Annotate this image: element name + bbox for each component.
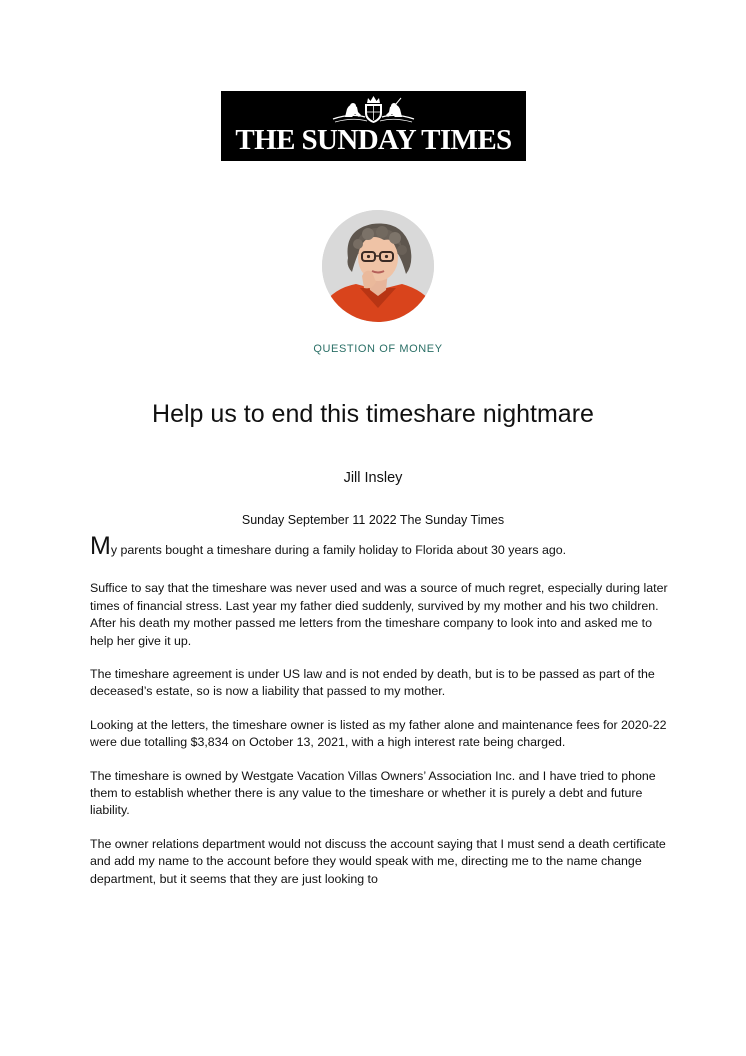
author-portrait [322,210,434,322]
author-avatar [322,210,434,322]
article-headline: Help us to end this timeshare nightmare [152,400,594,428]
article-paragraph: Suffice to say that the timeshare was never used and was a source of much regret, especially during later times of financial stress. Last year my father died suddenly, survived by my mother and his two children. After his death my mother passed me letters from the timeshare company to look into and asked me to help her give it up. [90,581,668,648]
masthead-title: THE SUNDAY TIMES [235,124,512,156]
column-label: QUESTION OF MONEY [313,343,443,355]
author-name: Jill Insley [343,470,403,486]
masthead-logo[interactable] [221,91,526,161]
first-paragraph-text: y parents bought a timeshare during a family holiday to Florida about 30 years ago. [110,543,567,557]
article-body [90,532,670,904]
publication-dateline: Sunday September 11 2022 The Sunday Times [241,513,505,527]
article-paragraph: Looking at the letters, the timeshare owner is listed as my father alone and maintenance fees for 2020-22 were due totalling $3,834 on October 13, 2021, with a high interest rate being charged. [90,717,667,750]
drop-cap: M [90,532,111,560]
article-paragraph: The timeshare agreement is under US law and is not ended by death, but is to be passed as part of the deceased’s estate, so is now a liability that passed to my mother. [90,667,655,699]
article-paragraph: The owner relations department would not discuss the account saying that I must send a death certificate and add my name to the account before they would speak with me, directing me to the name change department, but it seems that they are just looking to [90,836,666,886]
article-paragraph: The timeshare is owned by Westgate Vacation Villas Owners’ Association Inc. and I have tried to phone them to establish whether there is any value to the timeshare or whether it is purely a debt and future liability. [90,768,656,818]
article-paragraph [90,532,670,560]
royal-crest-icon [331,95,416,125]
